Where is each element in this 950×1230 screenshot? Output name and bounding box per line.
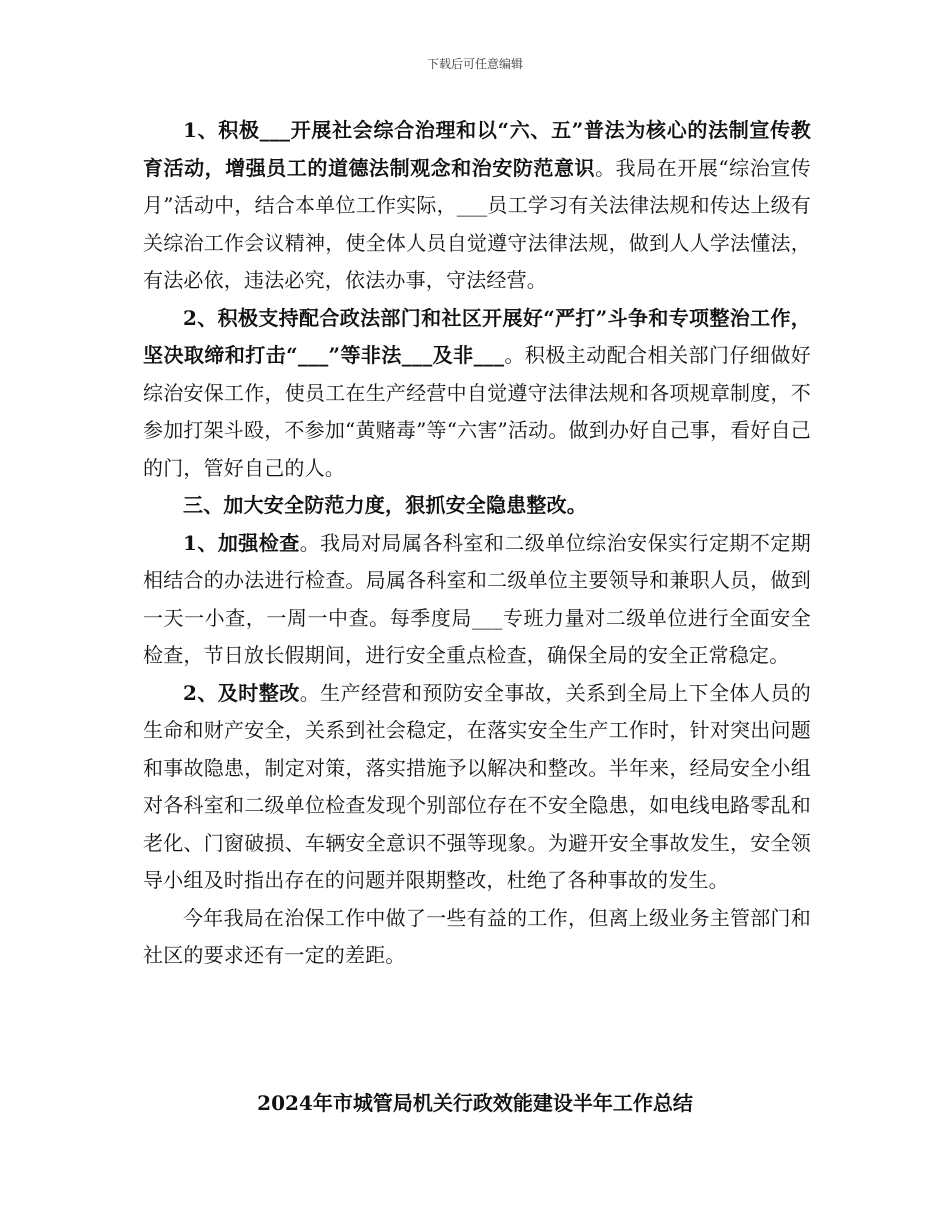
- paragraph-1: [143, 112, 811, 300]
- document-body: [143, 112, 811, 975]
- section-heading-text: 三、加大安全防范力度，狠抓安全隐患整改。: [183, 493, 587, 517]
- paragraph-lead: 1、积极___开展社会综合治理和以“六、五”普法为核心的法制宣传教育活动，增强员工的道德法制观念和治安防范意识: [143, 118, 811, 180]
- paragraph-4: [143, 525, 811, 675]
- document-title: 2024年市城管局机关行政效能建设半年工作总结: [257, 1091, 693, 1115]
- paragraph-text: 。生产经营和预防安全事故，关系到全局上下全体人员的生命和财产安全，关系到社会稳定，在落实安全生产工作时，针对突出问题和事故隐患，制定对策，落实措施予以解决和整改。半年来，经局安全小组对各科室和二级单位检查发现个别部位存在不安全隐患，如电线电路零乱和老化、门窗破损、车辆安全意识不强等现象。为避开安全事故发生，安全领导小组及时指出存在的问题并限期整改，杜绝了各种事故的发生。: [143, 680, 812, 892]
- section-heading-3: [143, 487, 811, 525]
- paragraph-text: 今年我局在治保工作中做了一些有益的工作，但离上级业务主管部门和社区的要求还有一定的差距。: [143, 905, 811, 967]
- paragraph-6: [143, 900, 811, 975]
- paragraph-lead: 2、积极支持配合政法部门和社区开展好“严打”斗争和专项整治工作，坚决取缔和打击“___”等非法___及非___: [143, 305, 811, 367]
- paragraph-text: 。我局对局属各科室和二级单位综治安保实行定期不定期相结合的办法进行检查。局属各科室和二级单位主要领导和兼职人员，做到一天一小查，一周一中查。每季度局___专班力量对二级单位进行全面安全检查，节日放长假期间，进行安全重点检查，确保全局的安全正常稳定。: [143, 530, 812, 667]
- paragraph-lead: 1、加强检查: [183, 530, 300, 555]
- page-header: 下载后可任意编辑: [426, 57, 523, 71]
- paragraph-text: 。我局在开展“综治宣传月”活动中，结合本单位工作实际，___员工学习有关法律法规和传达上级有关综治工作会议精神，使全体人员自觉遵守法律法规，做到人人学法懂法，有法必依，违法必究，依法办事，守法经营。: [143, 155, 811, 292]
- paragraph-lead: 2、及时整改: [183, 680, 300, 705]
- paragraph-text: 。积极主动配合相关部门仔细做好综治安保工作，使员工在生产经营中自觉遵守法律法规和各项规章制度，不参加打架斗殴，不参加“黄赌毒”等“六害”活动。做到办好自己事，看好自己的门，管好自己的人。: [143, 343, 812, 480]
- paragraph-5: [143, 675, 811, 900]
- paragraph-2: [143, 300, 811, 488]
